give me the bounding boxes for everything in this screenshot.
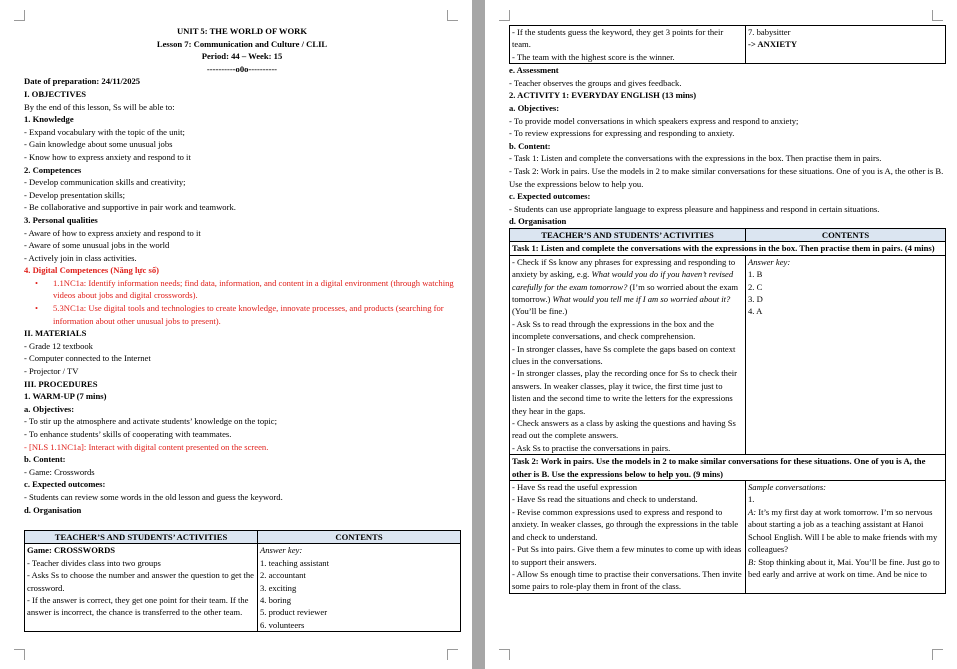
answer-key-label: Answer key: <box>748 256 791 267</box>
warmup-content-label: b. Content: <box>24 454 66 465</box>
crop-mark <box>932 10 943 21</box>
answer-item: 2. C <box>748 281 763 292</box>
unit-title: UNIT 5: THE WORLD OF WORK <box>176 26 308 36</box>
header-divider: ----------o0o---------- <box>206 63 278 74</box>
task1-answer: (You’ll be fine.) <box>512 306 568 317</box>
task2-step: - Have Ss read the situations and check to understand. <box>512 494 698 505</box>
competence-item: - Develop communication skills and creativity; <box>24 177 186 188</box>
content-item: - Task 2: Work in pairs. Use the models in 2 to make similar conversations for these situations. One of you is A, the other is B. Use the expressions below to help you. <box>509 165 944 189</box>
period-line: Period: 44 – Week: 15 <box>201 51 283 62</box>
table-header: CONTENTS <box>746 228 946 241</box>
answer-item: 1. B <box>748 269 763 280</box>
answer-item: 3. exciting <box>260 582 297 593</box>
material-item: - Projector / TV <box>24 366 79 377</box>
material-item: - Computer connected to the Internet <box>24 353 151 364</box>
task2-heading: Task 2: Work in pairs. Use the models in 2 to make similar conversations for these situations. One of you is A, the other is B. Use the expressions below to help you. (9 mins) <box>510 455 946 481</box>
sample-number: 1. <box>748 494 755 505</box>
crop-mark <box>14 10 25 21</box>
objective-item: - To provide model conversations in which speakers express and respond to anxiety; <box>509 115 799 126</box>
material-item: - Grade 12 textbook <box>24 340 93 351</box>
outcomes-label: c. Expected outcomes: <box>509 191 591 202</box>
warmup-objective: - To stir up the atmosphere and activate students’ knowledge on the topic; <box>24 416 278 427</box>
quality-item: - Aware of some unusual jobs in the world <box>24 240 170 251</box>
assessment-heading: e. Assessment <box>509 65 559 76</box>
warmup-objective: - To enhance students’ skills of cooperating with teammates. <box>24 429 232 439</box>
sample-label: Sample conversations: <box>748 482 827 493</box>
digital-item: • 5.3NC1a: Use digital tools and technologies to create knowledge, innovate processes, and products (searching for information about other unusual jobs to present). <box>24 302 460 327</box>
task1-step: - Check if Ss know any phrases for expressing and responding to anxiety by asking, e.g. <box>512 256 736 280</box>
task1-heading: Task 1: Listen and complete the conversations with the expressions in the box. Then practise them in pairs. (4 mins) <box>510 242 946 255</box>
task1-step: - Ask Ss to read through the expressions in the box and the incomplete conversations, and check comprehension. <box>512 318 714 342</box>
objectives-label: a. Objectives: <box>509 103 560 113</box>
qualities-heading: 3. Personal qualities <box>24 214 98 225</box>
task2-step: - Have Ss read the useful expression <box>512 482 638 493</box>
outcomes-text: - Students can use appropriate language to express pleasure and happiness and respond in certain situations. <box>509 203 880 214</box>
content-label: b. Content: <box>509 140 551 151</box>
digital-heading: 4. Digital Competences (Năng lực số) <box>24 265 159 276</box>
speaker-b-label: B: <box>748 556 757 567</box>
answer-item: 5. product reviewer <box>260 607 328 618</box>
warmup-outcomes: - Students can review some words in the old lesson and guess the keyword. <box>24 491 283 502</box>
answer-key-label: Answer key: <box>260 545 303 556</box>
activity1-heading: 2. ACTIVITY 1: EVERYDAY ENGLISH (13 mins) <box>509 90 697 101</box>
task2-activities <box>510 481 746 594</box>
knowledge-item: - Gain knowledge about some unusual jobs <box>24 139 173 150</box>
task1-contents <box>746 255 946 455</box>
quality-item: - Aware of how to express anxiety and respond to it <box>24 227 201 238</box>
task1-step: - In stronger classes, have Ss complete the gaps based on context clues in the conversations. <box>512 343 736 366</box>
warmup-objective: - [NLS 1.1NC1a]: Interact with digital content presented on the screen. <box>24 441 269 452</box>
competence-item: - Develop presentation skills; <box>24 189 125 200</box>
speaker-a-label: A: <box>748 506 757 517</box>
competence-item: - Be collaborative and supportive in pair work and teamwork. <box>24 202 236 213</box>
quality-item: - Actively join in class activities. <box>24 252 137 263</box>
task1-answer: (I’m so worried about the exam tomorrow.) <box>512 281 739 304</box>
activity-step: - If the students guess the keyword, they get 3 points for their team. <box>512 27 724 50</box>
competences-heading: 2. Competences <box>24 164 82 175</box>
document-page-1 <box>0 0 472 669</box>
table-header: TEACHER’S AND STUDENTS’ ACTIVITIES <box>25 531 258 544</box>
crop-mark <box>499 649 510 660</box>
task2-step: - Put Ss into pairs. Give them a few minutes to come up with ideas to support their answers. <box>512 544 742 567</box>
materials-heading: II. MATERIALS <box>24 328 87 339</box>
digital-item: • 1.1NC1a: Identify information needs; find data, information, and content in a digital environment (through watching videos about jobs and digital crosswords). <box>24 277 460 302</box>
answer-item: 2. accountant <box>260 570 306 581</box>
assessment-text: - Teacher observes the groups and gives feedback. <box>509 77 682 88</box>
contents-cell <box>746 26 946 64</box>
activity1-table <box>509 228 946 594</box>
answer-item: 7. babysitter <box>748 27 791 37</box>
activities-cell <box>510 26 746 64</box>
knowledge-heading: 1. Knowledge <box>24 114 74 125</box>
continued-table <box>509 25 946 64</box>
activity-step: - Teacher divides class into two groups <box>27 557 161 568</box>
answer-item: 4. boring <box>260 595 292 606</box>
answer-item: 4. A <box>748 306 763 317</box>
content-item: - Task 1: Listen and complete the conversations with the expressions in the box. Then practise them in pairs. <box>509 153 882 164</box>
task2-step: - Revise common expressions used to express and respond to anxiety. In weaker classes, go through the expressions in the table and check to understand. <box>512 506 739 542</box>
answer-item: 3. D <box>748 293 763 304</box>
warmup-table-wrap <box>24 530 460 632</box>
activity-step: - The team with the highest score is the winner. <box>512 51 675 62</box>
procedures-heading: III. PROCEDURES <box>24 378 98 389</box>
crop-mark <box>499 10 510 21</box>
warmup-outcomes-label: c. Expected outcomes: <box>24 479 106 490</box>
activities-cell <box>25 544 258 632</box>
speaker-a-line: It’s my first day at work tomorrow. I’m so nervous about starting a job as a teaching assistant at Hanoi School English. Will I be able to make friends with my colleagues? <box>748 506 938 555</box>
knowledge-item: - Expand vocabulary with the topic of the unit; <box>24 126 185 137</box>
objective-item: - To review expressions for expressing and responding to anxiety. <box>509 128 735 139</box>
contents-cell <box>258 544 461 632</box>
crop-mark <box>447 10 458 21</box>
objectives-intro: By the end of this lesson, Ss will be able to: <box>24 101 175 112</box>
warmup-heading: 1. WARM-UP (7 mins) <box>24 391 107 402</box>
organisation-label: d. Organisation <box>509 216 567 227</box>
activity-step: - If the answer is correct, they get one point for their team. If the answer is incorrect, the chance is transferred to the other team. <box>27 595 249 618</box>
answer-item: 6. volunteers <box>260 619 305 630</box>
crop-mark <box>932 649 943 660</box>
warmup-objectives-label: a. Objectives: <box>24 403 75 414</box>
game-title: Game: CROSSWORDS <box>27 545 116 556</box>
warmup-organisation-label: d. Organisation <box>24 504 82 515</box>
warmup-content: - Game: Crosswords <box>24 466 95 477</box>
warmup-table <box>24 530 461 632</box>
crop-mark <box>447 649 458 660</box>
knowledge-item: - Know how to express anxiety and respond to it <box>24 151 191 162</box>
page2-body <box>509 25 945 594</box>
task1-step: - Check answers as a class by asking the questions and having Ss read out the complete answers. <box>512 418 736 441</box>
task2-step: - Allow Ss enough time to practise their conversations. Then invite some pairs to role-play them in front of the class. <box>512 568 742 592</box>
keyword-answer: -> ANXIETY <box>748 39 798 50</box>
task2-contents <box>746 481 946 594</box>
answer-item: 1. teaching assistant <box>260 557 329 568</box>
task1-step: - Ask Ss to practise the conversations in pairs. <box>512 442 671 453</box>
task1-question: What would you tell me if I am so worried about it? <box>552 293 731 304</box>
page1-body <box>24 25 460 516</box>
task1-activities <box>510 255 746 455</box>
table-header: CONTENTS <box>258 531 461 544</box>
objectives-heading: I. OBJECTIVES <box>24 88 87 99</box>
speaker-b-line: Stop thinking about it, Mai. You’ll be fine. Just go to bed early and arrive at work on time. And be nice to <box>748 556 940 579</box>
crop-mark <box>14 649 25 660</box>
document-page-2 <box>485 0 957 669</box>
date-line: Date of preparation: 24/11/2025 <box>24 76 141 87</box>
lesson-title: Lesson 7: Communication and Culture / CLIL <box>156 38 328 49</box>
task1-question: What would you do if you haven’t revised carefully for the exam tomorrow? <box>512 269 734 292</box>
task1-step: - In stronger classes, play the recording once for Ss to check their answers. In weaker classes, play it twice, the first time just to listen and the second time to write the letters for the expressions they hear in the gaps. <box>512 368 738 416</box>
table-header: TEACHER’S AND STUDENTS’ ACTIVITIES <box>510 228 746 241</box>
activity-step: - Asks Ss to choose the number and answer the question to get the crossword. <box>27 570 254 593</box>
